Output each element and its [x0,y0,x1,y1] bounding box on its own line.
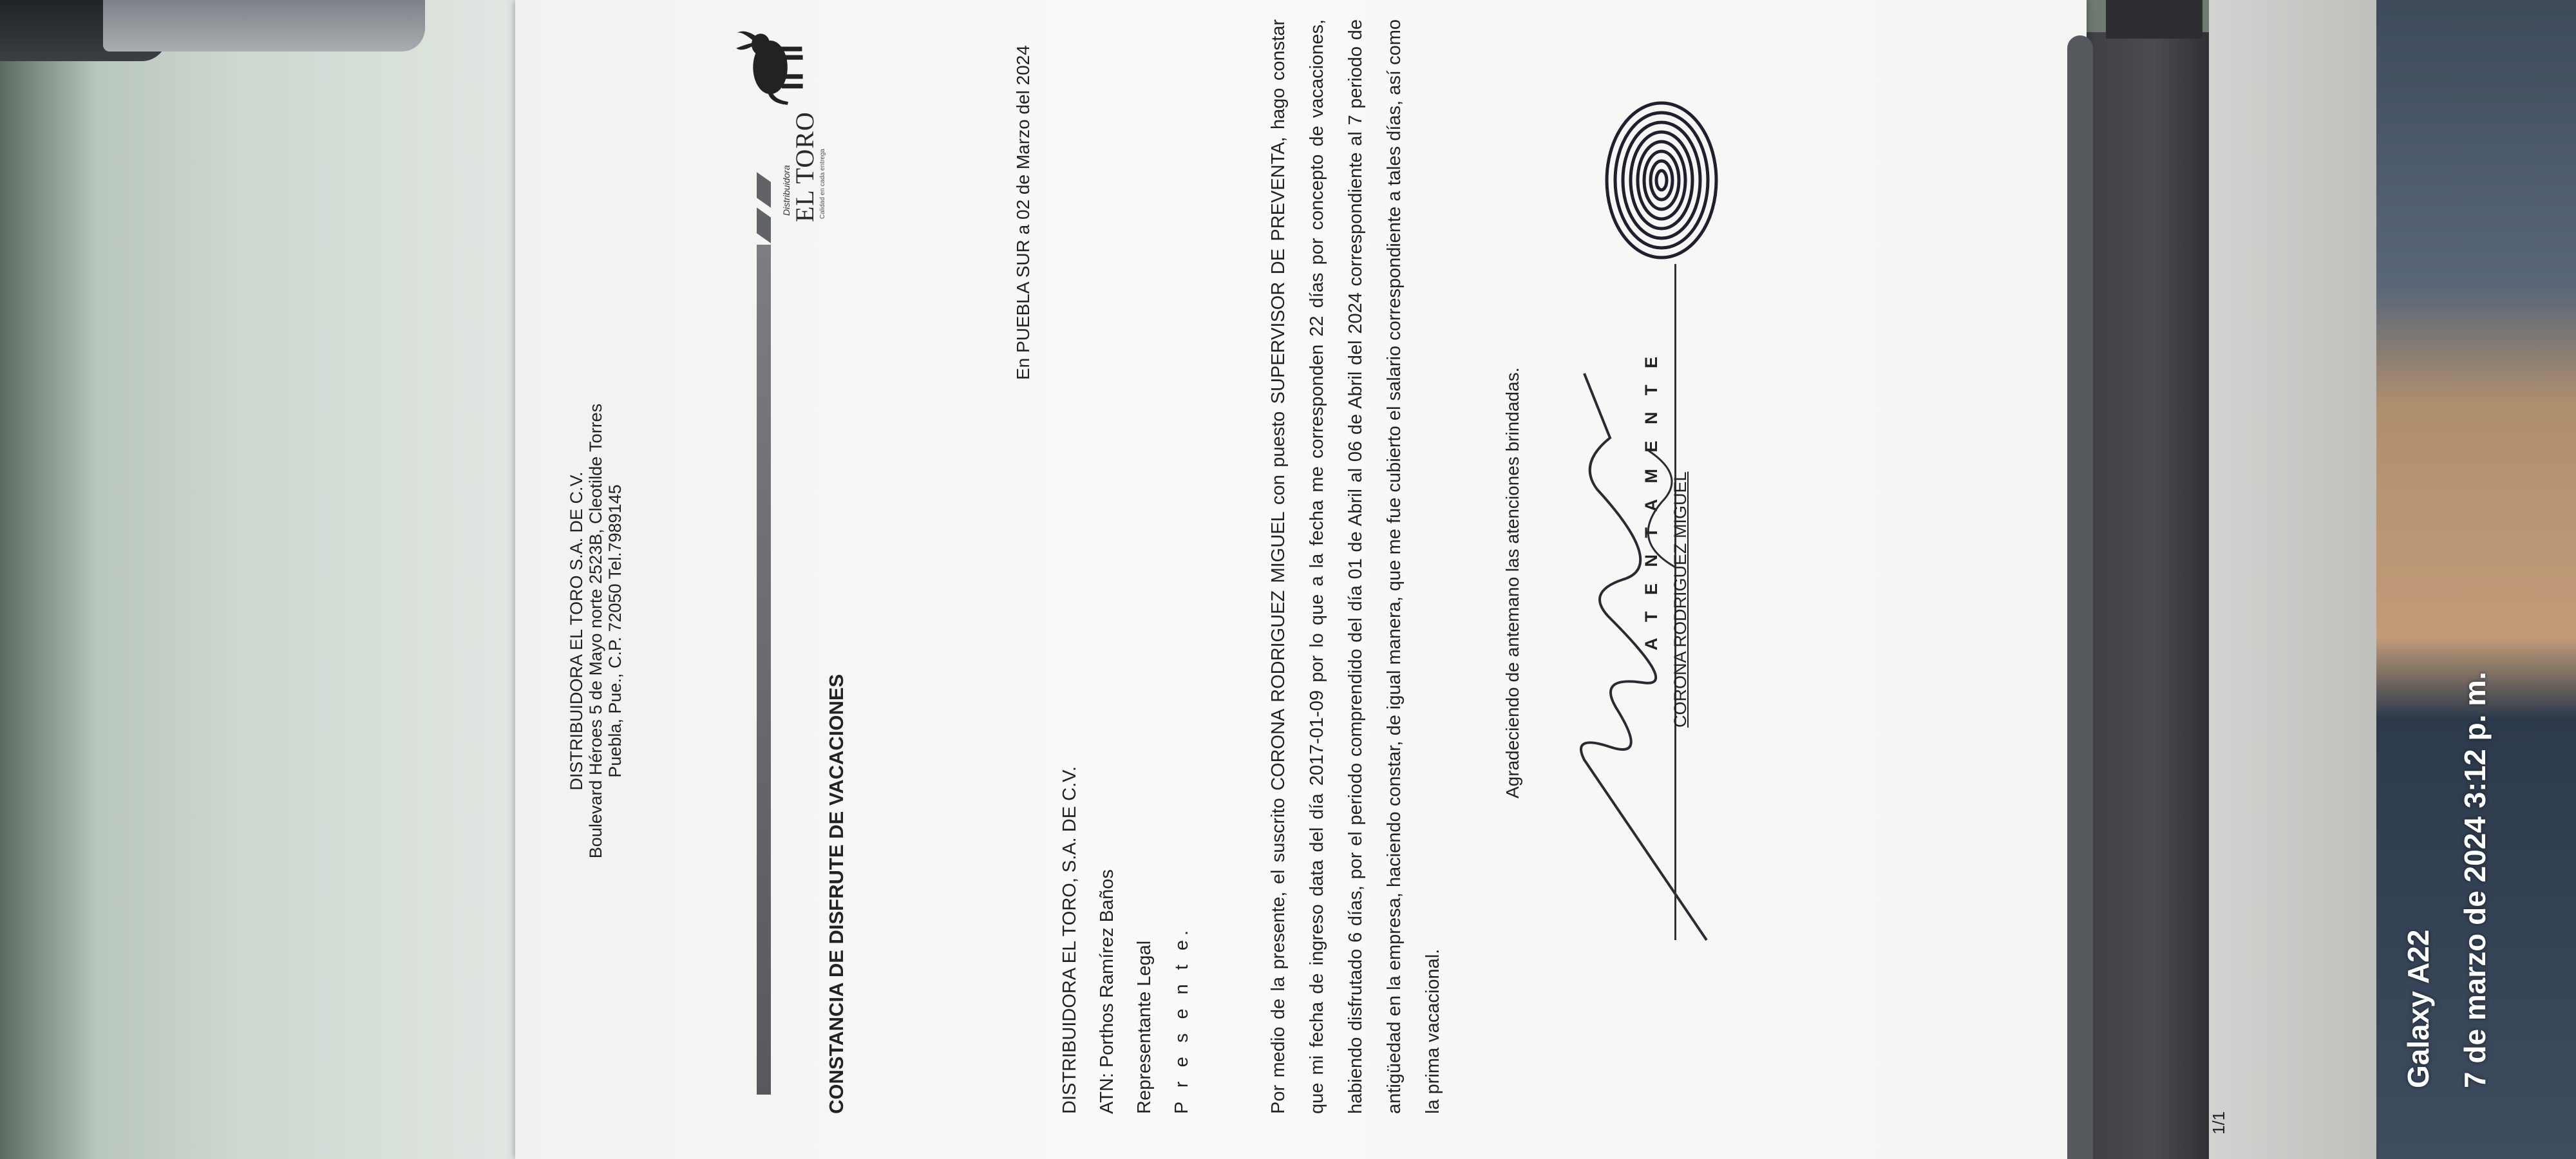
header-band-chevron [757,172,771,207]
recipient-greeting: P r e s e n t e. [1171,925,1192,1114]
phone-body [103,0,425,52]
watermark-timestamp: 7 de marzo de 2024 3:12 p. m. [2458,672,2492,1088]
recipient-role: Representante Legal [1134,940,1155,1114]
header-band [757,245,771,1095]
glass-surface-background [0,0,541,1159]
logo-prefix: Distribuidora [781,165,791,216]
header-band-chevron [757,207,771,243]
logo-tagline: Calidad en cada entrega [819,149,826,219]
fingerprint-icon [1597,97,1726,264]
camera-watermark [2399,672,2494,1088]
document-title: CONSTANCIA DE DISFRUTE DE VACACIONES [825,674,848,1114]
page-number: 1/1 [2209,1111,2228,1135]
printer-dark-panel [2074,32,2209,1159]
logo-name: EL TORO [790,111,819,222]
printer-dark-top [2106,0,2202,39]
recipient-company: DISTRIBUIDORA EL TORO, S.A. DE C.V. [1059,766,1080,1114]
recipient-attn: ATN: Porthos Ramírez Baños [1097,869,1117,1114]
document-content [567,19,1690,1114]
letterhead [567,148,625,1114]
closing-line: Agradeciendo de antemano las atenciones brindadas. [1502,367,1522,798]
signatory-name: CORONA RODRIGUEZ MIGUEL [1671,471,1690,728]
letterhead-address-line2: Puebla, Pue., C.P. 72050 Tel.7989145 [605,484,625,778]
letterhead-address-line1: Boulevard Héroes 5 de Mayo norte 2523B, Cleotilde Torres [586,403,605,859]
body-paragraph: Por medio de la presente, el suscrito CORONA RODRIGUEZ MIGUEL con puesto SUPERVISOR DE PREVENTA, hago constar que mi fecha de ingreso data del día 2017-01-09 por lo que a la fecha me corresponden 22 días por concepto de vacaciones, habiendo disfrutado 6 días, por el periodo comprendido del día 01 de Abril al 06 de Abril del 2024 correspondiente al 7 periodo de antigüedad en la empresa, haciendo constar, de igual manera, que me fue cubierto el salario correspondiente a tales días, así como la prima vacacional. [1268,19,1443,1114]
printer-roller-strip [2067,35,2093,1159]
letterhead-company: DISTRIBUIDORA EL TORO S.A. DE C.V. [567,471,586,791]
date-line: En PUEBLA SUR a 02 de Marzo del 2024 [1013,45,1033,380]
sign-off: A T E N T A M E N T E [1642,351,1661,650]
watermark-device: Galaxy A22 [2401,929,2435,1088]
printer-tray [2209,0,2376,1159]
recipient-block [1051,766,1200,1114]
